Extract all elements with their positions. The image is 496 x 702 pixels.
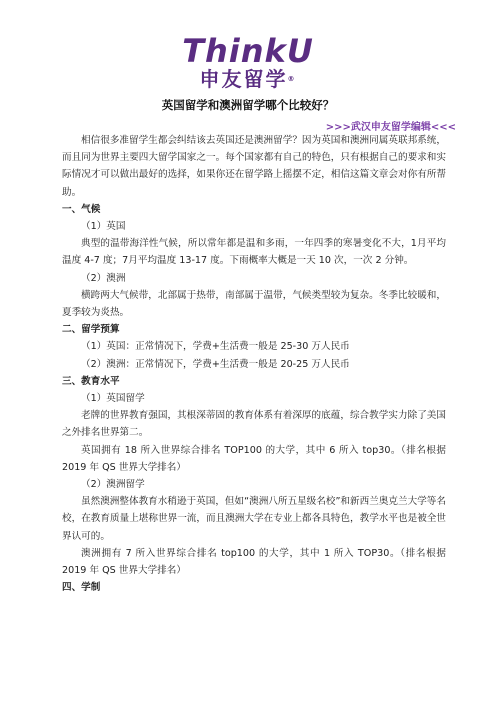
education-au-text2: 澳洲拥有 7 所入世界综合排名 top100 的大学，其中 1 所入 TOP30。（排名根据 2019 年 QS 世界大学排名） [62,547,446,577]
education-uk-text1: 老牌的世界教育强国，其根深蒂固的教育体系有着深厚的底蕴，综合教学实力除了美国之外排名世界第二。 [62,410,446,439]
intro-paragraph: 相信很多准留学生都会纠结该去英国还是澳洲留学？因为英国和澳洲同属英联邦系统，而且同为世界主要四大留学国家之一。每个国家都有自己的特色，只有根据自己的要求和实际情况才可以做出最好的选择，如果你还在留学路上摇摆不定，相信这篇文章会对你有所帮助。 [62,135,446,198]
logo [0,34,496,90]
climate-au-label: （2）澳洲 [81,272,126,284]
climate-uk-label: （1）英国 [81,221,126,233]
page-title: 英国留学和澳洲留学哪个比较好？ [161,98,335,112]
climate-au-text: 横跨两大气候带，北部属于热带，南部属于温带，气候类型较为复杂。冬季比较暖和，夏季较为炎热。 [62,289,446,319]
climate-uk-text: 典型的温带海洋性气候，所以常年都是温和多雨，一年四季的寒暑变化不大，1月平均温度 4-7 度；7月平均温度 13-17 度。下雨概率大概是一天 10 次，一次 2 分钟。 [62,238,446,267]
author-line: >>>武汉申友留学编辑<<< [325,122,456,133]
section-heading-budget: 二、留学预算 [62,324,120,336]
logo-chinese-text: 申友留学 [199,67,288,91]
section-heading-education: 三、教育水平 [62,375,120,387]
article-body [62,132,446,596]
logo-english: ThinkU [182,32,314,70]
section-heading-duration: 四、学制 [62,582,101,594]
education-uk-text2: 英国拥有 18 所入世界综合排名 TOP100 的大学，其中 6 所入 top30。（排名根据 2019 年 QS 世界大学排名） [62,444,446,473]
education-au-text1: 虽然澳洲整体教育水稍逊于英国，但如“澳洲八所五星级名校”和新西兰奥克兰大学等名校，在教育质量上堪称世界一流，而且澳洲大学在专业上都各具特色，教学水平也是被全世界认可的。 [62,496,446,542]
education-uk-label: （1）英国留学 [81,393,145,405]
budget-uk: （1）英国：正常情况下，学费+生活费一般是 25-30 万人民币 [81,341,350,353]
registered-mark: ® [287,75,297,83]
education-au-label: （2）澳洲留学 [81,479,145,491]
section-heading-climate: 一、气候 [62,203,101,215]
logo-chinese [0,68,496,90]
budget-au: （2）澳洲：正常情况下，学费+生活费一般是 20-25 万人民币 [81,358,350,370]
